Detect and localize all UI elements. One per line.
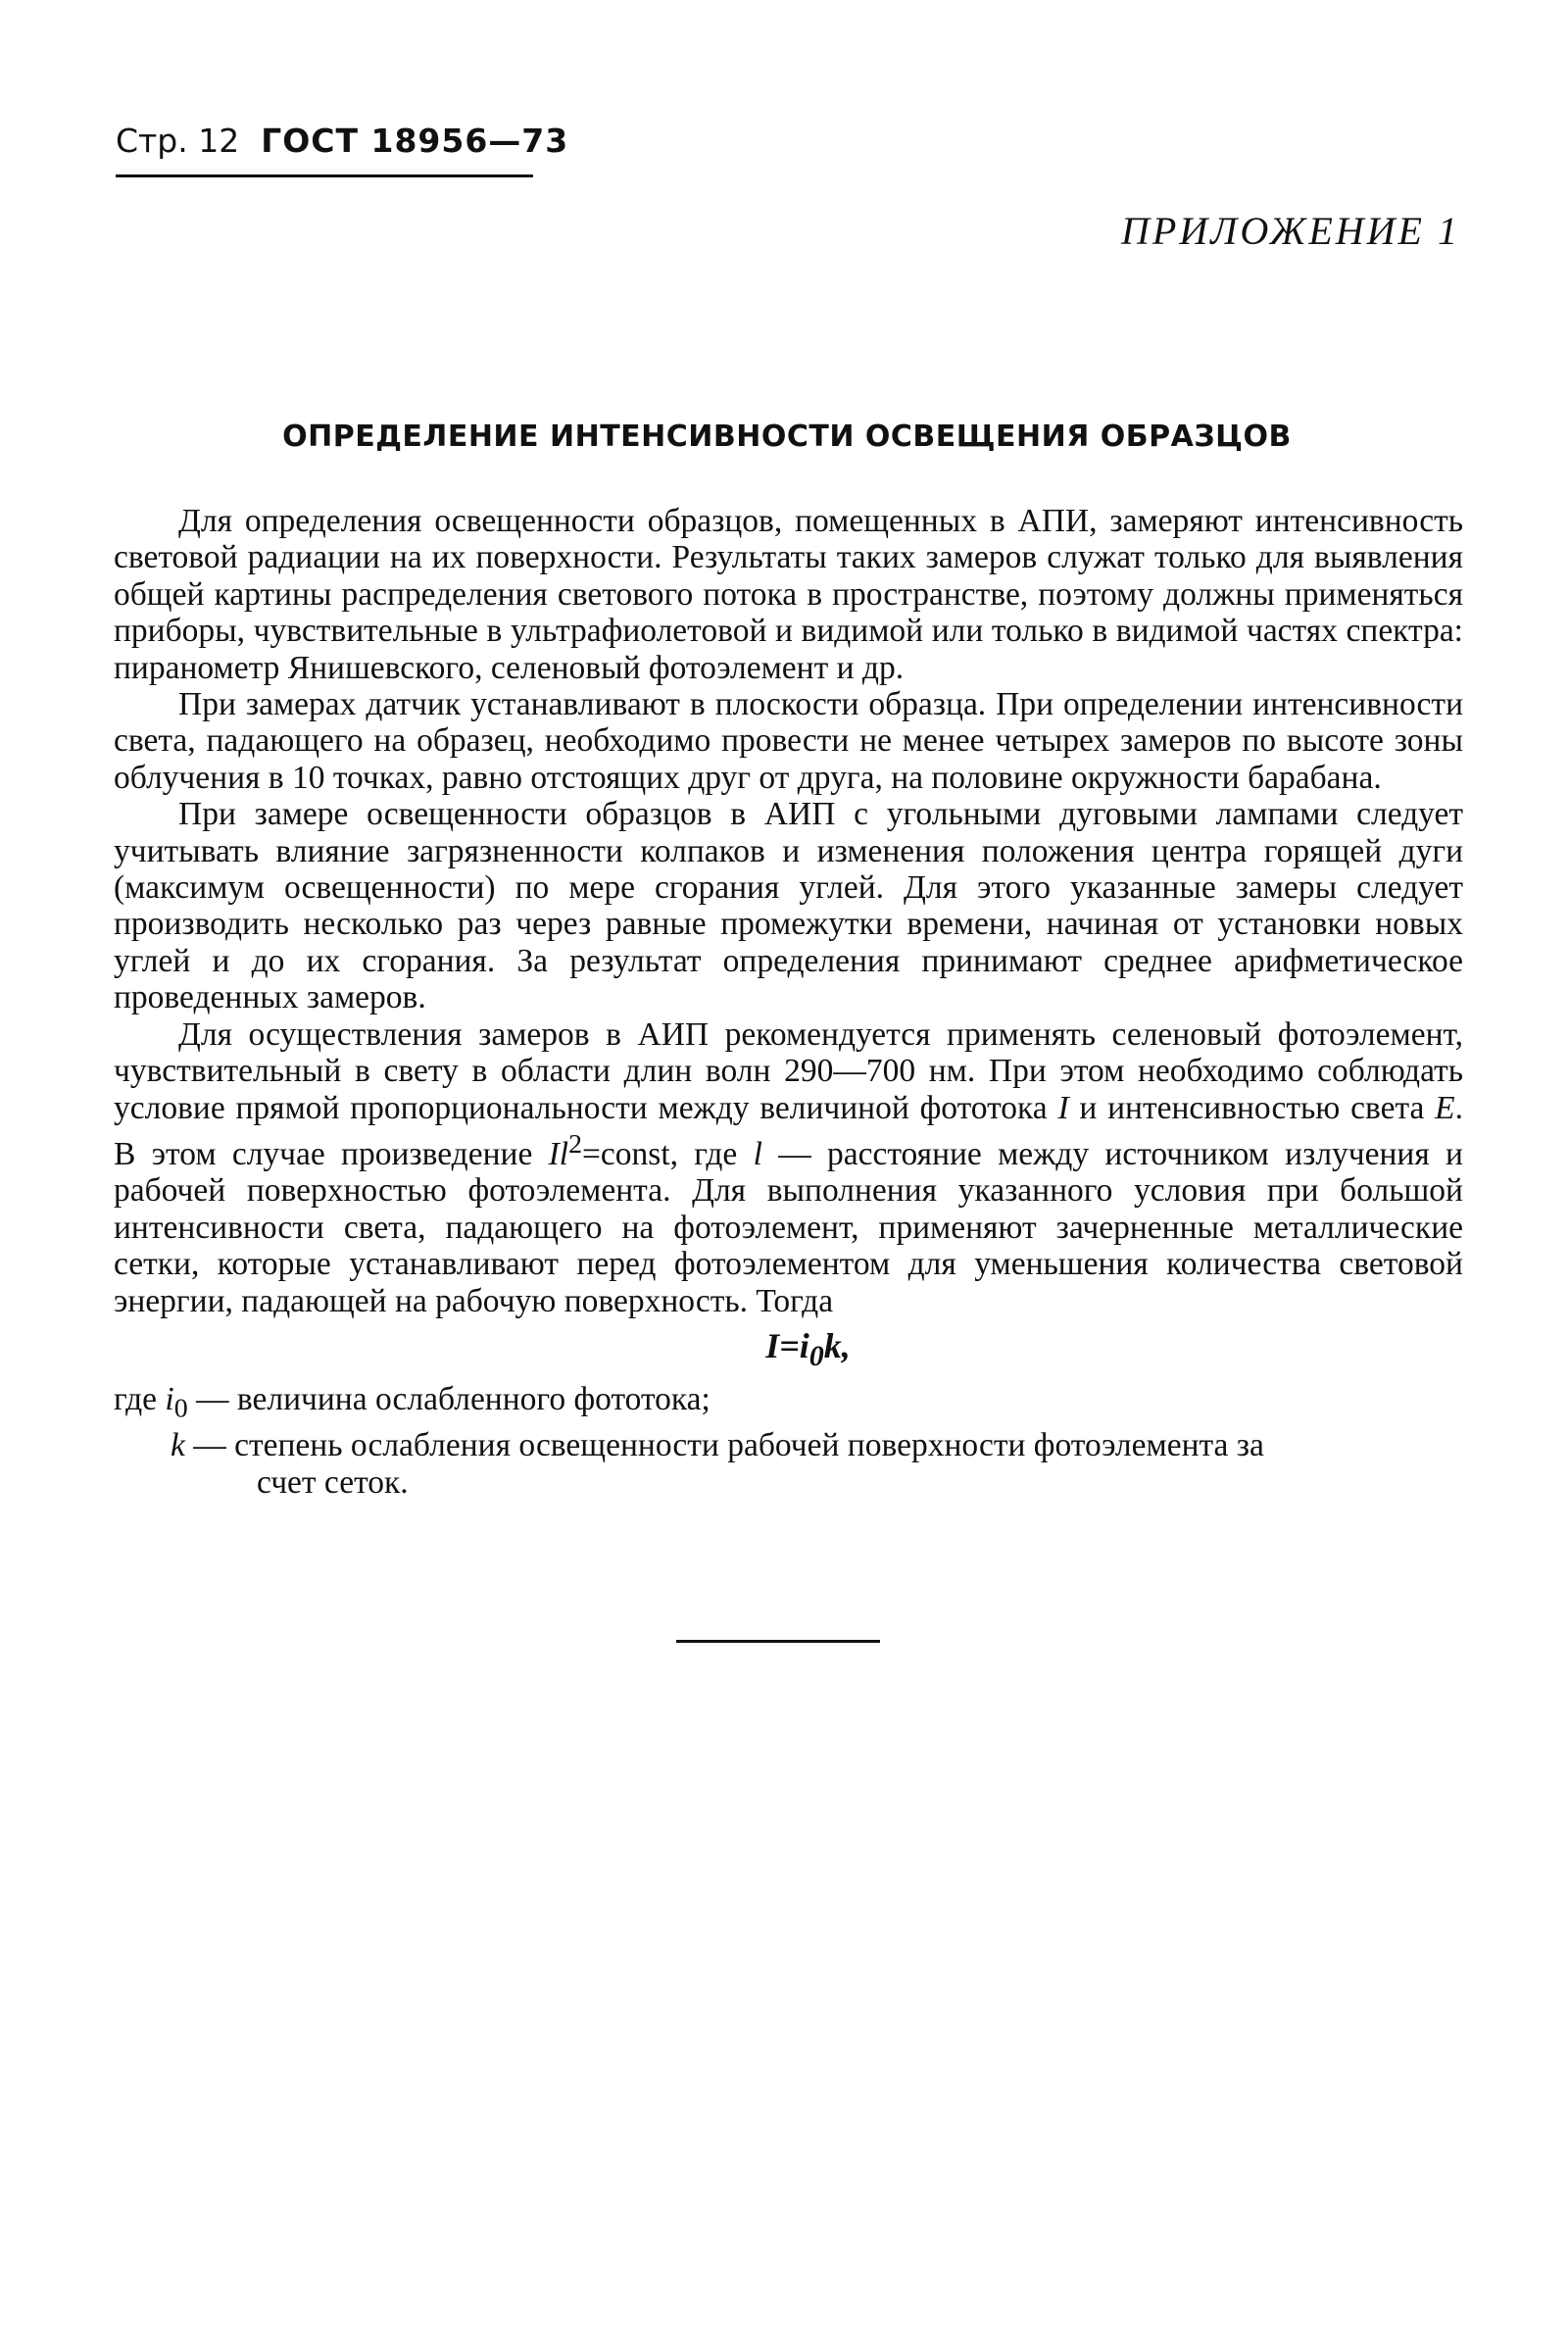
paragraph-2: При замерах датчик устанавливают в плоскости образца. При определении интенсивности света, падающего на образец, необходимо провести не менее четырех замеров по высоте зоны облучения в 10 точках, равно отстоящих друг от друга, на половине окружности барабана.: [114, 686, 1463, 796]
appendix-label: ПРИЛОЖЕНИЕ 1: [1121, 209, 1460, 253]
paragraph-3: При замере освещенности образцов в АИП с угольными дуговыми лампами следует учитывать влияние загрязненности колпаков и изменения положения центра горящей дуги (максимум освещенности) по мере сгорания углей. Для этого указанные замеры следует производить несколько раз через равные промежутки времени, начиная от установки новых углей и до их сгорания. За результат определения принимают среднее арифметическое проведенных замеров.: [114, 796, 1463, 1016]
symbol-intensity: E: [1435, 1089, 1455, 1126]
formula-i: i: [799, 1326, 809, 1366]
product-symbol: Il: [548, 1136, 569, 1173]
definition-k-text: — степень ослабления освещенности рабочей поверхности фотоэлемента за: [184, 1427, 1264, 1464]
definition-i0: [114, 1381, 1463, 1427]
paragraph-4-text-d: =const, где: [582, 1136, 754, 1173]
definition-k: [114, 1427, 1463, 1463]
paragraph-4-text-e: — расстояние между источником излучения и рабочей поверхностью фотоэлемента. Для выполнения указанного условия при большой интенсивности света, падающего на фотоэлемент, применяют зачерненные металлические сетки, которые устанавливают перед фотоэлементом для уменьшения количества световой энергии, падающей на рабочую поверхность. Тогда: [114, 1136, 1463, 1319]
paragraph-4-text-b: и интенсивностью света: [1068, 1089, 1436, 1126]
formula-subscript: 0: [808, 1340, 824, 1373]
product-exponent: 2: [568, 1128, 583, 1160]
formula-comma: ,: [841, 1326, 851, 1366]
definition-i0-text: — величина ослабленного фототока;: [187, 1381, 710, 1418]
formula: [114, 1321, 1463, 1381]
definition-i0-symbol: i: [165, 1381, 174, 1418]
paragraph-4: [114, 1016, 1463, 1319]
section-title: ОПРЕДЕЛЕНИЕ ИНТЕНСИВНОСТИ ОСВЕЩЕНИЯ ОБРАЗЦОВ: [282, 420, 1292, 454]
body-text: [114, 503, 1463, 1501]
definition-where: где: [114, 1381, 166, 1418]
end-rule: [676, 1640, 880, 1643]
formula-equals: =: [779, 1326, 800, 1366]
symbol-photocurrent: I: [1057, 1089, 1069, 1126]
paragraph-4-text-a: Для осуществления замеров в АИП рекомендуется применять селеновый фотоэлемент, чувствительный в свету в области длин волн 290—700 нм. При этом необходимо соблюдать условие прямой пропорциональности между величиной фототока: [114, 1015, 1463, 1126]
page-number: Стр. 12: [116, 122, 240, 160]
definition-k-symbol: k: [171, 1427, 185, 1464]
formula-k: k: [823, 1326, 842, 1366]
definition-i0-subscript: 0: [173, 1393, 188, 1424]
header-rule: [116, 174, 533, 177]
definition-k-continuation: счет сеток.: [257, 1463, 409, 1501]
standard-number: ГОСТ 18956—73: [261, 122, 569, 160]
paragraph-4-text-c: . В этом случае произведение: [114, 1089, 1463, 1173]
formula-lhs: I: [765, 1326, 780, 1366]
page-header: [116, 122, 568, 160]
paragraph-1: Для определения освещенности образцов, помещенных в АПИ, замеряют интенсивность световой радиации на их поверхности. Результаты таких замеров служат только для выявления общей картины распределения светового потока в пространстве, поэтому должны применяться приборы, чувствительные в ультрафиолетовой и видимой или только в видимой частях спектра: пиранометр Янишевского, селеновый фотоэлемент и др.: [114, 503, 1463, 686]
symbol-distance: l: [753, 1136, 762, 1173]
